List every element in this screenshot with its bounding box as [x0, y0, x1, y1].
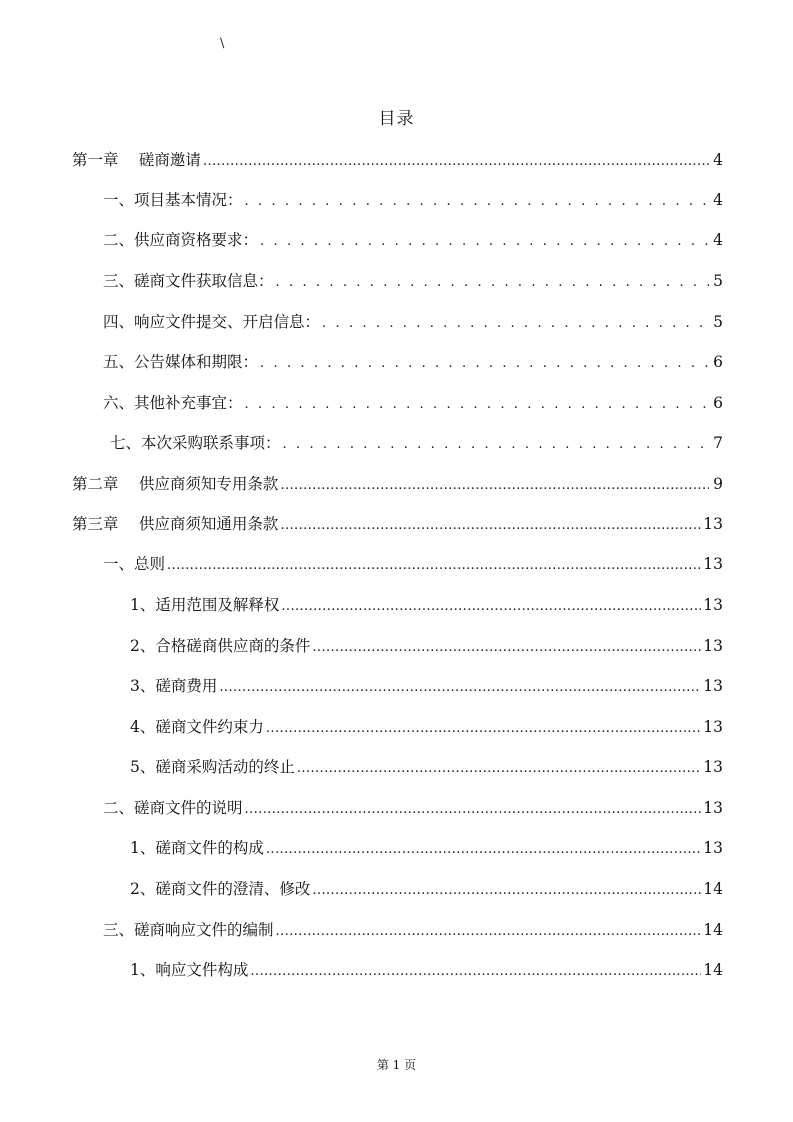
toc-leader-dots: [250, 959, 701, 985]
toc-entry-page: 13: [703, 758, 723, 776]
corner-mark: \: [220, 36, 225, 51]
toc-entry-page: 7: [713, 434, 723, 452]
toc-entry-page: 13: [703, 799, 723, 817]
toc-entry-page: 5: [713, 272, 723, 290]
toc-entry-label: 3、磋商费用: [130, 677, 218, 695]
toc-entry-page: 14: [703, 961, 723, 979]
toc-entry-page: 13: [703, 515, 723, 533]
toc-leader-dots: [312, 635, 701, 661]
toc-entry-page: 6: [713, 353, 723, 371]
toc-entry-label: 1、适用范围及解释权: [130, 596, 280, 614]
toc-leader-dots: [260, 229, 709, 255]
toc-leader-dots: [245, 797, 702, 823]
toc-entry-page: 4: [713, 151, 723, 169]
toc-entry-subsection[interactable]: [130, 754, 723, 780]
toc-entry-subsection[interactable]: [130, 714, 723, 740]
toc-entry-label: 第二章 供应商须知专用条款: [72, 475, 279, 493]
toc-entry-label: 1、磋商文件的构成: [130, 839, 264, 857]
toc-entry-page: 13: [703, 718, 723, 736]
toc-title: 目录: [378, 109, 415, 129]
toc-entry-chapter-3[interactable]: [72, 511, 723, 537]
toc-leader-dots: [167, 553, 701, 579]
toc-entry-subsection[interactable]: [130, 876, 723, 902]
toc-entry-section[interactable]: [103, 309, 723, 335]
toc-entry-subsection[interactable]: [130, 633, 723, 659]
toc-leader-dots: [245, 392, 709, 418]
toc-leader-dots: [219, 675, 701, 701]
toc-entry-section[interactable]: [103, 917, 723, 943]
toc-entry-label: 二、磋商文件的说明: [103, 799, 243, 817]
toc-entry-section[interactable]: [103, 390, 723, 416]
toc-entry-page: 4: [713, 191, 723, 209]
toc-entry-page: 13: [703, 637, 723, 655]
toc-entry-label: 四、响应文件提交、开启信息：: [103, 313, 321, 331]
toc-entry-section[interactable]: [103, 349, 723, 375]
toc-entry-page: 13: [703, 839, 723, 857]
toc-leader-dots: [283, 432, 709, 458]
toc-entry-label: 一、总则: [103, 555, 166, 573]
toc-entry-section[interactable]: [103, 795, 723, 821]
toc-entry-page: 13: [703, 555, 723, 573]
toc-entry-label: 二、供应商资格要求：: [103, 231, 259, 249]
toc-leader-dots: [245, 189, 709, 215]
toc-entry-page: 13: [703, 596, 723, 614]
toc-leader-dots: [312, 878, 701, 904]
toc-entry-chapter-1[interactable]: [72, 147, 723, 173]
toc-leader-dots: [266, 716, 701, 742]
toc-entry-label: 六、其他补充事宜：: [103, 394, 243, 412]
toc-entry-label: 第三章 供应商须知通用条款: [72, 515, 279, 533]
toc-entry-chapter-2[interactable]: [72, 471, 723, 497]
toc-entry-subsection[interactable]: [130, 673, 723, 699]
toc-leader-dots: [266, 837, 701, 863]
toc-entry-page: 14: [703, 880, 723, 898]
toc-leader-dots: [297, 756, 701, 782]
toc-entry-label: 第一章 磋商邀请: [72, 151, 201, 169]
toc-leader-dots: [322, 311, 709, 337]
toc-entry-page: 13: [703, 677, 723, 695]
toc-entry-label: 2、磋商文件的澄清、修改: [130, 880, 311, 898]
toc-entry-label: 三、磋商文件获取信息：: [103, 272, 274, 290]
toc-entry-section[interactable]: [103, 268, 723, 294]
toc-leader-dots: [280, 513, 701, 539]
toc-entry-page: 9: [713, 475, 723, 493]
toc-entry-subsection[interactable]: [130, 592, 723, 618]
toc-leader-dots: [280, 473, 709, 499]
toc-entry-section[interactable]: [103, 187, 723, 213]
toc-entry-page: 6: [713, 394, 723, 412]
toc-leader-dots: [276, 919, 702, 945]
toc-leader-dots: [203, 149, 709, 175]
toc-leader-dots: [260, 351, 709, 377]
toc-entry-label: 1、响应文件构成: [130, 961, 249, 979]
toc-entry-label: 一、项目基本情况：: [103, 191, 243, 209]
toc-entry-page: 14: [703, 921, 723, 939]
toc-entry-subsection[interactable]: [130, 957, 723, 983]
toc-entry-page: 5: [713, 313, 723, 331]
toc-entry-section[interactable]: [103, 227, 723, 253]
toc-entry-section[interactable]: [103, 551, 723, 577]
toc-entry-label: 2、合格磋商供应商的条件: [130, 637, 311, 655]
toc-entry-label: 五、公告媒体和期限：: [103, 353, 259, 371]
page-number-footer: 第 1 页: [376, 1058, 417, 1072]
toc-entry-label: 三、磋商响应文件的编制: [103, 921, 274, 939]
toc-entry-label: 七、本次采购联系事项：: [110, 434, 281, 452]
toc-leader-dots: [281, 594, 701, 620]
toc-entry-label: 5、磋商采购活动的终止: [130, 758, 295, 776]
toc-entry-section[interactable]: [110, 430, 723, 456]
toc-leader-dots: [276, 270, 709, 296]
toc-entry-subsection[interactable]: [130, 835, 723, 861]
toc-entry-page: 4: [713, 231, 723, 249]
toc-entry-label: 4、磋商文件约束力: [130, 718, 264, 736]
